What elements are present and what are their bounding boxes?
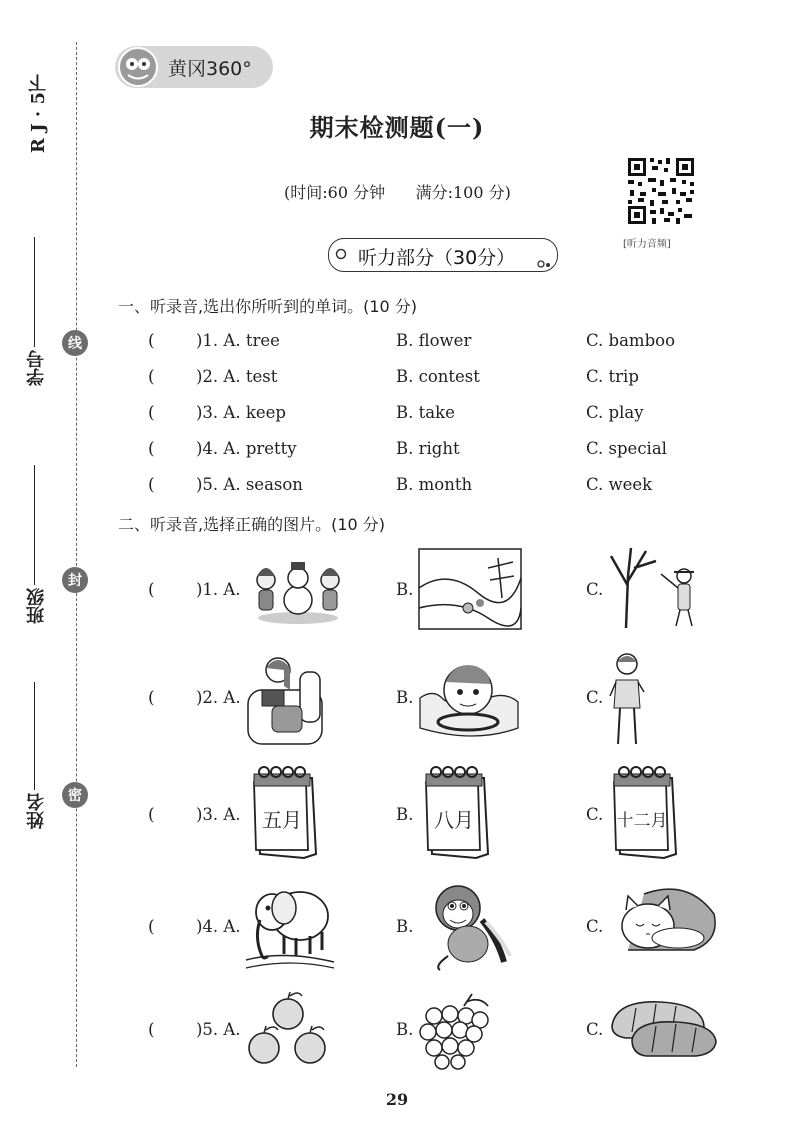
calendar-may-picture[interactable] [246,764,320,860]
option-b: B. [396,1020,414,1039]
answer-blank[interactable]: ( [148,580,155,600]
option-c: C. bamboo [586,331,676,350]
option-b: B. take [396,403,455,422]
brand-logo-icon [118,47,158,87]
answer-blank[interactable]: ( [148,805,155,825]
option-a: )4. A. [196,917,241,936]
apples-picture[interactable] [246,990,332,1070]
option-a: )5. A. [196,1020,241,1039]
answer-blank[interactable]: ( [148,688,155,708]
option-b: B. [396,917,414,936]
answer-blank[interactable]: ( [148,1020,155,1040]
answer-blank[interactable]: ( [148,475,155,495]
girl-reading-picture[interactable] [244,650,326,746]
bread-picture[interactable] [606,996,718,1060]
option-b: B. month [396,475,473,494]
section2-heading: 二、听录音,选择正确的图片。(10 分) [118,515,386,534]
cat-sleeping-picture[interactable] [608,884,720,956]
option-b: B. contest [396,367,480,386]
girl-standing-picture[interactable] [606,650,648,746]
option-a: )3. A. [196,805,241,824]
seal-mark-line: 线 [62,330,88,356]
answer-blank[interactable]: ( [148,331,155,351]
option-c: C. [586,688,604,707]
option-c: C. [586,580,604,599]
section1-heading: 一、听录音,选出你所听到的单词。(10 分) [118,297,418,316]
elephant-picture[interactable] [244,876,336,970]
option-c: C. [586,805,604,824]
autumn-landscape-picture[interactable] [418,548,522,630]
answer-blank[interactable]: ( [148,367,155,387]
option-a: )2. A. [196,688,241,707]
student-id-label: 学号 [26,350,47,386]
option-a: )1. A. [196,580,241,599]
option-b: B. [396,580,414,599]
grapes-picture[interactable] [414,992,494,1070]
seal-mark-seal: 封 [62,567,88,593]
binding-line [76,42,77,1067]
option-b: B. [396,688,414,707]
monkey-banana-picture[interactable] [428,880,522,972]
page-title: 期末检测题(一) [309,113,485,142]
boy-swimming-picture[interactable] [414,648,522,746]
calendar-label: 五月 [262,808,302,832]
option-c: C. special [586,439,667,458]
circle-decoration-icon [335,248,347,260]
option-b: B. flower [396,331,472,350]
seal-mark-secret: 密 [62,782,88,808]
circle-decoration-icon [537,259,551,269]
banner-text: 听力部分（30分） [358,247,516,269]
qr-caption: [听力音频] [623,239,671,250]
option-b: B. right [396,439,460,458]
option-a: )1. A. tree [196,331,280,350]
class-field[interactable] [34,465,35,585]
option-c: C. play [586,403,644,422]
edition-label: R J · 5下 [28,74,49,154]
option-a: )3. A. keep [196,403,286,422]
answer-blank[interactable]: ( [148,403,155,423]
calendar-label: 十二月 [616,811,668,831]
brand-text: 黄冈360° [168,58,252,80]
page-number: 29 [385,1090,409,1109]
qr-code-icon[interactable] [626,156,696,226]
answer-blank[interactable]: ( [148,439,155,459]
option-a: )2. A. test [196,367,278,386]
option-c: C. [586,1020,604,1039]
option-b: B. [396,805,414,824]
option-a: )4. A. pretty [196,439,297,458]
option-c: C. [586,917,604,936]
name-label: 姓名 [26,793,47,829]
class-label: 班级 [26,588,47,624]
student-id-field[interactable] [34,237,35,347]
option-a: )5. A. season [196,475,303,494]
exam-meta: (时间:60 分钟 满分:100 分) [284,183,511,202]
name-field[interactable] [34,682,35,790]
calendar-december-picture[interactable] [606,764,680,860]
children-snowman-picture[interactable] [246,550,350,626]
calendar-august-picture[interactable] [418,764,492,860]
answer-blank[interactable]: ( [148,917,155,937]
option-c: C. trip [586,367,639,386]
option-c: C. week [586,475,653,494]
calendar-label: 八月 [434,808,474,832]
tree-person-picture[interactable] [606,546,702,630]
